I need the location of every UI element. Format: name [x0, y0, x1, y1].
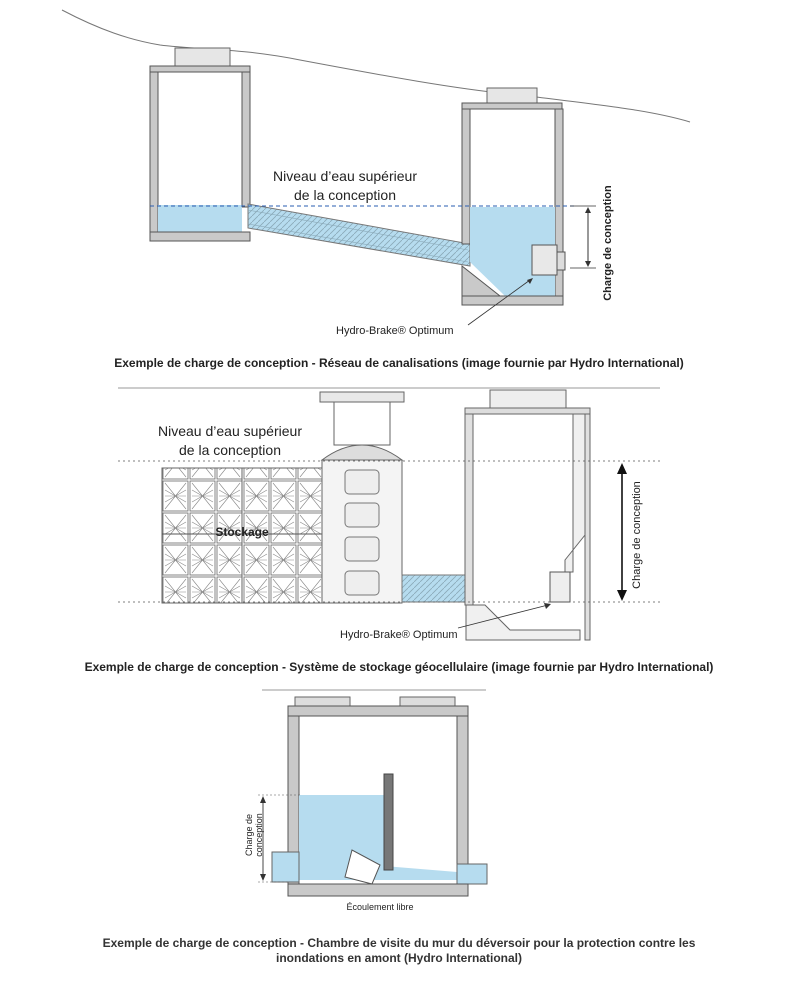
inspection-crates [320, 392, 404, 603]
weir-wall [384, 774, 393, 870]
head-label-1: Charge de conception [602, 185, 614, 301]
device-label-2: Hydro-Brake® Optimum [340, 629, 458, 641]
water-level-label-1b: de la conception [294, 187, 396, 203]
caption-2: Exemple de charge de conception - Système de stockage géocellulaire (image fournie par Hydro International) [84, 660, 714, 674]
caption-3-line-2: inondations en amont (Hydro International) [276, 951, 522, 965]
head-label-3b: conception [254, 813, 264, 857]
head-label-3a: Charge de [244, 813, 254, 857]
storage-label: Stockage [215, 525, 269, 539]
caption-1: Exemple de charge de conception - Réseau de canalisations (image fournie par Hydro International) [114, 356, 684, 370]
hydro-brake-device [532, 245, 557, 275]
inlet-pipe [272, 852, 299, 882]
diagram-1-pipe-network [62, 10, 690, 337]
water-level-label-2a: Niveau d’eau supérieur [158, 423, 302, 439]
head-label-2: Charge de conception [631, 481, 643, 589]
diagram-3-weir-chamber [244, 690, 487, 912]
diagram-2-geocellular [118, 388, 660, 641]
upstream-chamber [150, 48, 250, 241]
downstream-chamber [462, 88, 565, 305]
water-level-label-1a: Niveau d’eau supérieur [273, 168, 417, 184]
water-level-label-2b: de la conception [179, 442, 281, 458]
chamber-wall-right [457, 716, 468, 864]
outlet-pipe [457, 864, 487, 884]
upstream-water [299, 795, 384, 870]
caption-3 [40, 936, 758, 966]
device-label-1: Hydro-Brake® Optimum [336, 325, 454, 337]
design-head-arrow-2 [617, 463, 627, 601]
control-chamber-2 [465, 390, 590, 640]
design-head-arrow [570, 206, 596, 268]
outlet-pipe-2 [402, 575, 466, 602]
caption-3-line-1: Exemple de charge de conception - Chambre de visite du mur du déversoir pour la protection contre les [102, 936, 696, 950]
outflow-label: Écoulement libre [346, 902, 414, 912]
